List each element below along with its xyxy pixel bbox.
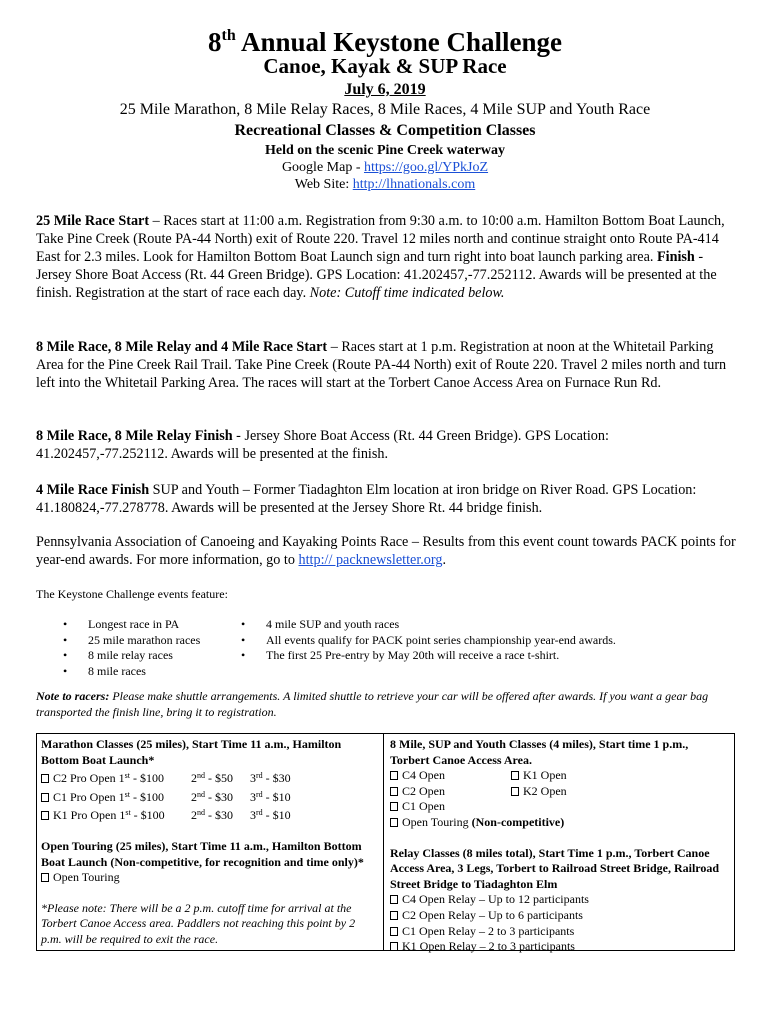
bullet-icon: •	[63, 632, 68, 647]
event-date: July 6, 2019	[344, 81, 426, 98]
marathon-classes-cell	[41, 737, 377, 948]
checkbox[interactable]	[41, 873, 49, 882]
table-row: K1 Open Relay – 2 to 3 participants	[390, 939, 730, 955]
class-types: Recreational Classes & Competition Classes	[234, 122, 536, 139]
touring-heading: Open Touring (25 miles), Start Time 11 a.m., Hamilton Bottom Boat Launch (Non-competitive, for recognition and time only)*	[41, 838, 364, 869]
table-row: K1 Pro Open 1st - $100 2nd - $30 3rd - $10	[41, 805, 377, 824]
marathon-start-section: 25 Mile Race Start – Races start at 11:00 a.m. Registration from 9:30 a.m. to 10:00 a.m. Hamilton Bottom Boat Launch, Take Pine Creek (Route PA-44 North) exit of Route 220. Travel 12 miles north and continue straight onto Route PA-414 East for 2.3 miles. Look for Hamilton Bottom Boat Launch sign and turn right into boat launch parking area. Finish - Jersey Shore Boat Access (Rt. 44 Green Bridge). GPS Location: 41.202457,-77.252112. Awards will be presented at the finish. Registration at the start of race each day. Note: Cutoff time indicated below.	[36, 213, 725, 301]
classes-table	[36, 733, 735, 954]
checkbox[interactable]	[390, 927, 398, 936]
checkbox[interactable]	[390, 895, 398, 904]
table-row: C4 Open Relay – Up to 12 participants	[390, 892, 730, 908]
cutoff-note: *Please note: There will be a 2 p.m. cutoff time for arrival at the Torbert Canoe Access area. Paddlers not reaching this point by 2 p.m. will be required to exit the race.	[41, 900, 356, 946]
short-classes-heading: 8 Mile, SUP and Youth Classes (4 miles), Start time 1 p.m., Torbert Canoe Access Area.	[390, 737, 689, 767]
checkbox[interactable]	[390, 942, 398, 951]
checkbox[interactable]	[390, 802, 398, 811]
race-list: 25 Mile Marathon, 8 Mile Relay Races, 8 Mile Races, 4 Mile SUP and Youth Race	[119, 101, 651, 118]
bullet-icon: •	[63, 617, 68, 631]
checkbox[interactable]	[511, 787, 519, 796]
relay-heading: Relay Classes (8 miles total), Start Time 1 p.m., Torbert Canoe Access Area, 3 Legs, Torbert to Railroad Street Bridge, Railroad Street Bridge to Tiadaghton Elm	[390, 845, 720, 891]
bullet-icon: •	[63, 648, 68, 662]
google-map-link[interactable]: https://goo.gl/YPkJoZ	[363, 160, 489, 175]
bullet-icon: •	[63, 663, 68, 678]
venue-line: Held on the scenic Pine Creek waterway	[264, 143, 506, 158]
bullet-icon: •	[241, 632, 246, 647]
checkbox[interactable]	[41, 811, 49, 820]
table-row: Open Touring (Non-competitive)	[390, 815, 730, 831]
list-item: • 25 mile marathon races	[63, 632, 201, 647]
checkbox[interactable]	[390, 911, 398, 920]
short-classes-cell	[390, 737, 730, 955]
bullet-icon: •	[241, 617, 246, 631]
website-link[interactable]: http://lhnationals.com	[352, 177, 476, 192]
bullet-icon: •	[241, 648, 246, 662]
table-row: C2 Open K2 Open	[390, 784, 730, 800]
four-mile-finish-section: 4 Mile Race Finish SUP and Youth – Former Tiadaghton Elm location at iron bridge on River Road. GPS Location: 41.180824,-77.278778. Awards will be presented at the Jersey Shore Rt. 44 bridge finish.	[36, 482, 697, 516]
list-item: • 8 mile races	[63, 663, 146, 678]
table-row: C1 Open	[390, 799, 730, 815]
list-item: • 8 mile relay races	[63, 648, 173, 662]
website-line: Web Site: http://lhnationals.com	[294, 177, 476, 192]
pack-link[interactable]: http:// packnewsletter.org	[298, 552, 443, 568]
features-list-left	[63, 617, 200, 679]
list-item: • Longest race in PA	[63, 617, 180, 631]
eight-mile-finish-section: 8 Mile Race, 8 Mile Relay Finish - Jersey Shore Boat Access (Rt. 44 Green Bridge). GPS Location: 41.202457,-77.252112. Awards will be presented at the finish.	[36, 428, 609, 462]
map-line: Google Map - https://goo.gl/YPkJoZ	[281, 160, 489, 175]
table-row: C4 Open K1 Open	[390, 768, 730, 784]
list-item: • All events qualify for PACK point series championship year-end awards.	[241, 632, 616, 647]
marathon-classes-heading: Marathon Classes (25 miles), Start Time 11 a.m., Hamilton Bottom Boat Launch*	[41, 737, 342, 767]
checkbox[interactable]	[41, 793, 49, 802]
features-list-right	[241, 617, 616, 664]
pack-section: Pennsylvania Association of Canoeing and Kayaking Points Race – Results from this event count towards PACK points for year-end awards. For more information, go to http:// packnewsletter.org.	[36, 534, 736, 568]
checkbox[interactable]	[511, 771, 519, 780]
checkbox[interactable]	[390, 787, 398, 796]
checkbox[interactable]	[390, 771, 398, 780]
table-row: C2 Open Relay – Up to 6 participants	[390, 908, 730, 924]
checkbox[interactable]	[41, 774, 49, 783]
eight-mile-start-section: 8 Mile Race, 8 Mile Relay and 4 Mile Race Start – Races start at 1 p.m. Registration at noon at the Whitetail Parking Area for the Pine Creek Rail Trail. Take Pine Creek (Route PA-44 North) exit of Route 220. Travel 2 miles north and turn left into the Whitetail Parking Area. The races will start at the Torbert Canoe Access Area on Furnace Run Rd.	[36, 339, 727, 391]
table-divider	[383, 734, 384, 950]
list-item: • The first 25 Pre-entry by May 20th will receive a race t-shirt.	[241, 648, 560, 662]
table-row: C1 Pro Open 1st - $100 2nd - $30 3rd - $10	[41, 787, 377, 806]
table-row: Open Touring	[41, 870, 377, 886]
checkbox[interactable]	[390, 818, 398, 827]
racer-note: Note to racers: Please make shuttle arrangements. A limited shuttle to retrieve your car will be offered after awards. If you want a gear bag transported the finish line, bring it to registration.	[36, 689, 709, 719]
table-row: C2 Pro Open 1st - $100 2nd - $50 3rd - $30	[41, 768, 377, 787]
page-title: 8th Annual Keystone Challenge	[207, 27, 563, 57]
table-row: C1 Open Relay – 2 to 3 participants	[390, 924, 730, 940]
features-intro: The Keystone Challenge events feature:	[36, 587, 228, 601]
page-subtitle: Canoe, Kayak & SUP Race	[263, 54, 507, 78]
list-item: • 4 mile SUP and youth races	[241, 617, 400, 631]
